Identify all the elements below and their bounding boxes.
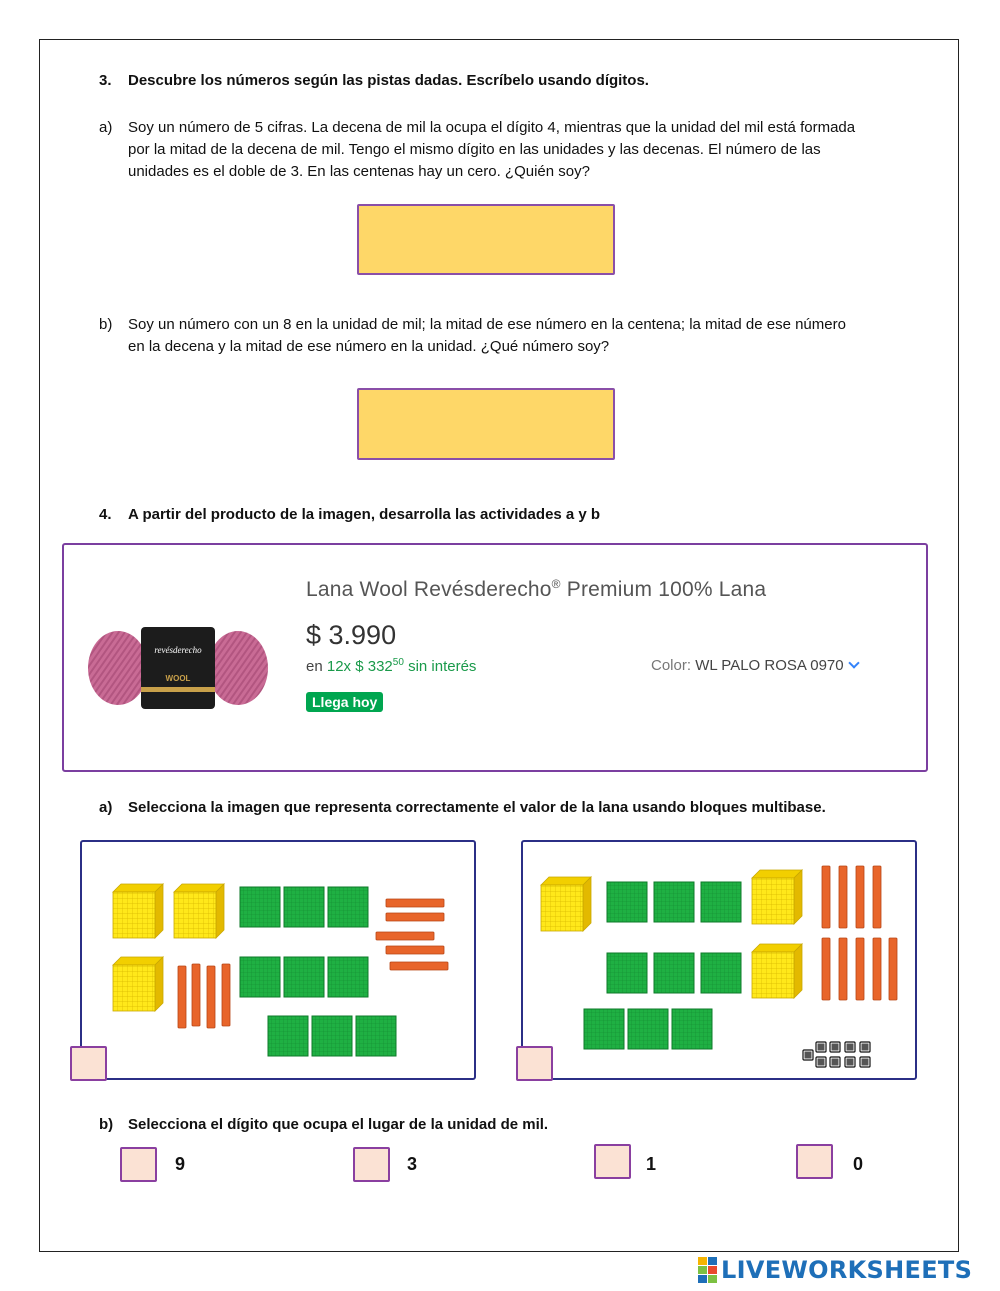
digit-option-label: 3: [407, 1154, 418, 1174]
exercise-3-number: 3.: [99, 72, 112, 89]
logo-tile: [698, 1266, 707, 1274]
opt1-ten-rod: [376, 932, 434, 940]
color-value: WL PALO ROSA 0970: [695, 657, 844, 674]
registered-mark: ®: [551, 577, 561, 591]
opt1-thousand-cube: [174, 884, 224, 938]
logo-tile: [708, 1257, 717, 1265]
opt2-hundred-flat: [628, 1009, 668, 1049]
opt2-unit-cube: [860, 1042, 870, 1052]
opt1-hundred-flat: [284, 957, 324, 997]
installment-cents: 50: [392, 657, 404, 668]
opt1-thousand-cube: [113, 884, 163, 938]
exercise-4-title: A partir del producto de la imagen, desarrolla las actividades a y b: [128, 506, 601, 523]
exercise-3b-line-1: Soy un número con un 8 en la unidad de mil; la mitad de ese número en la centena; la mitad de ese número: [128, 316, 846, 333]
installments-count: 12x: [326, 658, 352, 675]
option-b-checkbox[interactable]: [516, 1046, 553, 1081]
opt2-unit-cube: [816, 1057, 826, 1067]
opt2-thousand-cube: [752, 870, 802, 924]
opt2-unit-cube: [830, 1042, 840, 1052]
opt2-hundred-flat: [672, 1009, 712, 1049]
exercise-3a-line-1: Soy un número de 5 cifras. La decena de mil la ocupa el dígito 4, mientras que la unidad del mil está formada: [128, 119, 856, 136]
opt2-hundred-flat: [654, 882, 694, 922]
opt1-ten-rod: [386, 899, 444, 907]
exercise-4a-question: Selecciona la imagen que representa correctamente el valor de la lana usando bloques multibase.: [128, 799, 826, 816]
opt1-hundred-flat: [268, 1016, 308, 1056]
opt2-ten-rod: [873, 866, 881, 928]
opt2-ten-rod: [856, 866, 864, 928]
opt1-hundred-flat: [356, 1016, 396, 1056]
exercise-3b-line-2: en la decena y la mitad de ese número en la unidad. ¿Qué número soy?: [128, 338, 610, 355]
opt2-ten-rod: [822, 866, 830, 928]
opt2-ten-rod: [873, 938, 881, 1000]
opt2-hundred-flat: [607, 953, 647, 993]
digit-option-label: 0: [853, 1154, 864, 1174]
exercise-4-number: 4.: [99, 506, 112, 523]
opt1-ten-rod: [178, 966, 186, 1028]
exercise-4a-letter: a): [99, 799, 113, 816]
exercise-4b-letter: b): [99, 1116, 114, 1133]
opt2-hundred-flat: [701, 953, 741, 993]
opt1-hundred-flat: [328, 957, 368, 997]
logo-tile: [698, 1275, 707, 1283]
exercise-3a-line-2: por la mitad de la decena de mil. Tengo el mismo dígito en las unidades y las decenas. El número de las: [128, 141, 821, 158]
digit-option-checkbox[interactable]: [120, 1147, 157, 1182]
exercise-4b-question: Selecciona el dígito que ocupa el lugar de la unidad de mil.: [128, 1116, 549, 1133]
installments-prefix: en: [306, 658, 323, 675]
digit-option-checkbox[interactable]: [796, 1144, 833, 1179]
liveworksheets-icon: [698, 1257, 717, 1283]
opt2-ten-rod: [839, 938, 847, 1000]
digit-option-checkbox[interactable]: [353, 1147, 390, 1182]
installment-amount: $ 332: [355, 658, 393, 675]
product-title-name: Lana Wool Revésderecho: [306, 578, 552, 601]
opt1-hundred-flat: [328, 887, 368, 927]
opt2-unit-cube: [860, 1057, 870, 1067]
opt2-ten-rod: [822, 938, 830, 1000]
logo-tile: [708, 1266, 717, 1274]
opt2-unit-cube: [845, 1042, 855, 1052]
option-a-checkbox[interactable]: [70, 1046, 107, 1081]
product-price: $ 3.990: [306, 620, 397, 650]
opt1-hundred-flat: [240, 887, 280, 927]
installments-suffix: sin interés: [408, 658, 477, 675]
opt1-hundred-flat: [240, 957, 280, 997]
exercise-3a-line-3: unidades es el doble de 3. En las centenas hay un cero. ¿Quién soy?: [128, 163, 590, 180]
opt2-hundred-flat: [607, 882, 647, 922]
opt2-thousand-cube: [752, 944, 802, 998]
brand-name: LIVEWORKSHEETS: [721, 1256, 973, 1284]
exercise-3b-letter: b): [99, 316, 113, 333]
opt2-unit-cube: [845, 1057, 855, 1067]
opt2-hundred-flat: [584, 1009, 624, 1049]
opt1-ten-rod: [386, 946, 444, 954]
digit-option-label: 1: [646, 1154, 657, 1174]
yarn-label-type: WOOL: [165, 674, 191, 683]
digit-option-checkbox[interactable]: [594, 1144, 631, 1179]
opt2-unit-cube: [830, 1057, 840, 1067]
product-title-suffix: Premium 100% Lana: [560, 578, 767, 601]
opt2-ten-rod: [839, 866, 847, 928]
opt1-hundred-flat: [284, 887, 324, 927]
opt1-hundred-flat: [312, 1016, 352, 1056]
logo-tile: [708, 1275, 717, 1283]
exercise-3a-letter: a): [99, 119, 113, 136]
arrival-badge: Llega hoy: [306, 692, 383, 712]
digit-option-label: 9: [175, 1154, 186, 1174]
opt1-thousand-cube: [113, 957, 163, 1011]
opt1-ten-rod: [207, 966, 215, 1028]
opt2-hundred-flat: [701, 882, 741, 922]
opt2-hundred-flat: [654, 953, 694, 993]
liveworksheets-logo: [698, 1256, 972, 1284]
opt2-unit-cube: [803, 1050, 813, 1060]
opt1-ten-rod: [222, 964, 230, 1026]
opt2-ten-rod: [856, 938, 864, 1000]
opt1-ten-rod: [386, 913, 444, 921]
opt1-ten-rod: [390, 962, 448, 970]
color-label: Color:: [651, 657, 692, 674]
logo-tile: [698, 1257, 707, 1265]
yarn-label-brand: revésderecho: [154, 645, 202, 655]
exercise-3-title: Descubre los números según las pistas dadas. Escríbelo usando dígitos.: [128, 72, 649, 89]
opt1-ten-rod: [192, 964, 200, 1026]
opt2-thousand-cube: [541, 877, 591, 931]
opt2-ten-rod: [889, 938, 897, 1000]
opt2-unit-cube: [816, 1042, 826, 1052]
